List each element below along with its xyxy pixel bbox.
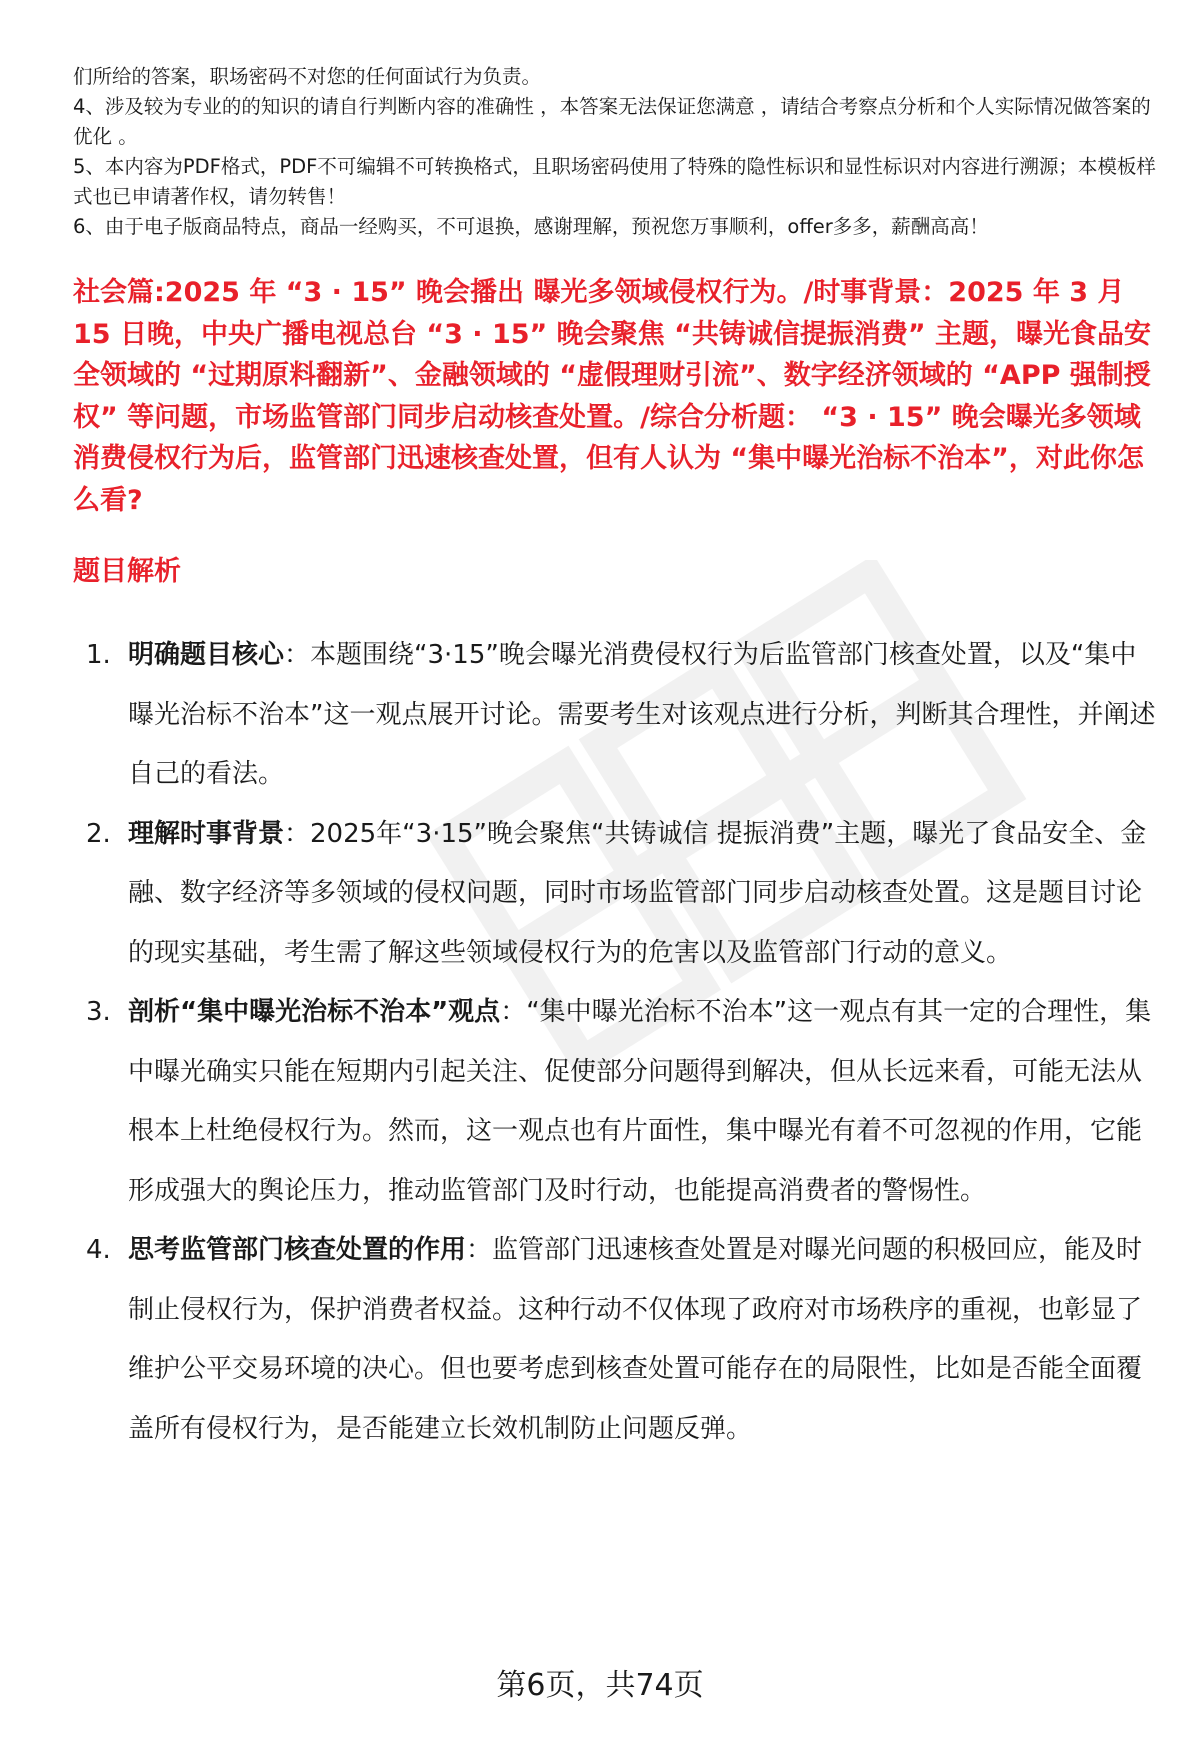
list-item-text: ：2025年“3·15”晚会聚焦“共铸诚信 提振消费”主题，曝光了食品安全、金融、数字经济等多领域的侵权问题，同时市场监管部门同步启动核查处置。这是题目讨论的现实基础，考生需了解这些领域侵权行为的危害以及监管部门行动的意义。 [128, 818, 1147, 968]
list-item-lead: 剖析“集中曝光治标不治本”观点 [128, 997, 501, 1027]
list-item-number: 3. [86, 997, 111, 1027]
list-item-text: ：“集中曝光治标不治本”这一观点有其一定的合理性，集中曝光确实只能在短期内引起关注、促使部分问题得到解决，但从长远来看，可能无法从根本上杜绝侵权行为。然而，这一观点也有片面性，集中曝光有着不可忽视的作用，它能形成强大的舆论压力，推动监管部门及时行动，也能提高消费者的警惕性。 [128, 997, 1152, 1206]
list-item [80, 983, 1160, 1221]
list-item-lead: 理解时事背景 [128, 818, 285, 849]
question-heading: 社会篇:2025 年 “3 · 15” 晚会播出 曝光多领域侵权行为。/时事背景：2025 年 3 月 15 日晚，中央广播电视总台 “3 · 15” 晚会聚焦 “共铸诚信提振消费” 主题，曝光食品安全领域的 “过期原料翻新”、金融领域的 “虚假理财引流”、数字经济领域的 “APP 强制授权” 等问题，市场监管部门同步启动核查处置。/综合分析题： “3 · 15” 晚会曝光多领域消费侵权行为后，监管部门迅速核查处置，但有人认为 “集中曝光治标不治本”，对此你怎么看? [73, 277, 1151, 516]
list-item-lead: 思考监管部门核查处置的作用 [128, 1235, 467, 1265]
disclaimer-line: 4、涉及较为专业的的知识的请自行判断内容的准确性 ，本答案无法保证您满意 ，请结合考察点分析和个人实际情况做答案的优化 。 [73, 95, 1151, 148]
list-item-text: ：监管部门迅速核查处置是对曝光问题的积极回应，能及时制止侵权行为，保护消费者权益。这种行动不仅体现了政府对市场秩序的重视，也彰显了维护公平交易环境的决心。但也要考虑到核查处置可能存在的局限性，比如是否能全面覆盖所有侵权行为，是否能建立长效机制防止问题反弹。 [128, 1235, 1143, 1444]
section-title: 题目解析 [73, 556, 181, 587]
list-item-number: 4. [86, 1235, 111, 1265]
list-item-text: ：本题围绕“3·15”晚会曝光消费侵权行为后监管部门核查处置，以及“集中曝光治标不治本”这一观点展开讨论。需要考生对该观点进行分析，判断其合理性，并阐述自己的看法。 [128, 640, 1156, 789]
page-number: 第6页，共74页 [496, 1668, 704, 1703]
disclaimer-line: 们所给的答案，职场密码不对您的任何面试行为负责。 [73, 65, 542, 88]
disclaimer-line: 5、本内容为PDF格式，PDF不可编辑不可转换格式，且职场密码使用了特殊的隐性标识和显性标识对内容进行溯源；本模板样式也已申请著作权，请勿转售！ [73, 155, 1156, 208]
list-item-number: 1. [86, 640, 111, 670]
disclaimer-line: 6、由于电子版商品特点，商品一经购买，不可退换，感谢理解，预祝您万事顺利，offer多多，薪酬高高！ [73, 215, 989, 238]
list-item-lead: 明确题目核心 [128, 640, 285, 670]
list-item-number: 2. [86, 818, 111, 849]
list-item [80, 805, 1160, 984]
list-item [80, 1221, 1160, 1459]
analysis-list [80, 626, 1160, 1459]
list-item [80, 626, 1160, 805]
disclaimer-notes [73, 62, 1163, 242]
